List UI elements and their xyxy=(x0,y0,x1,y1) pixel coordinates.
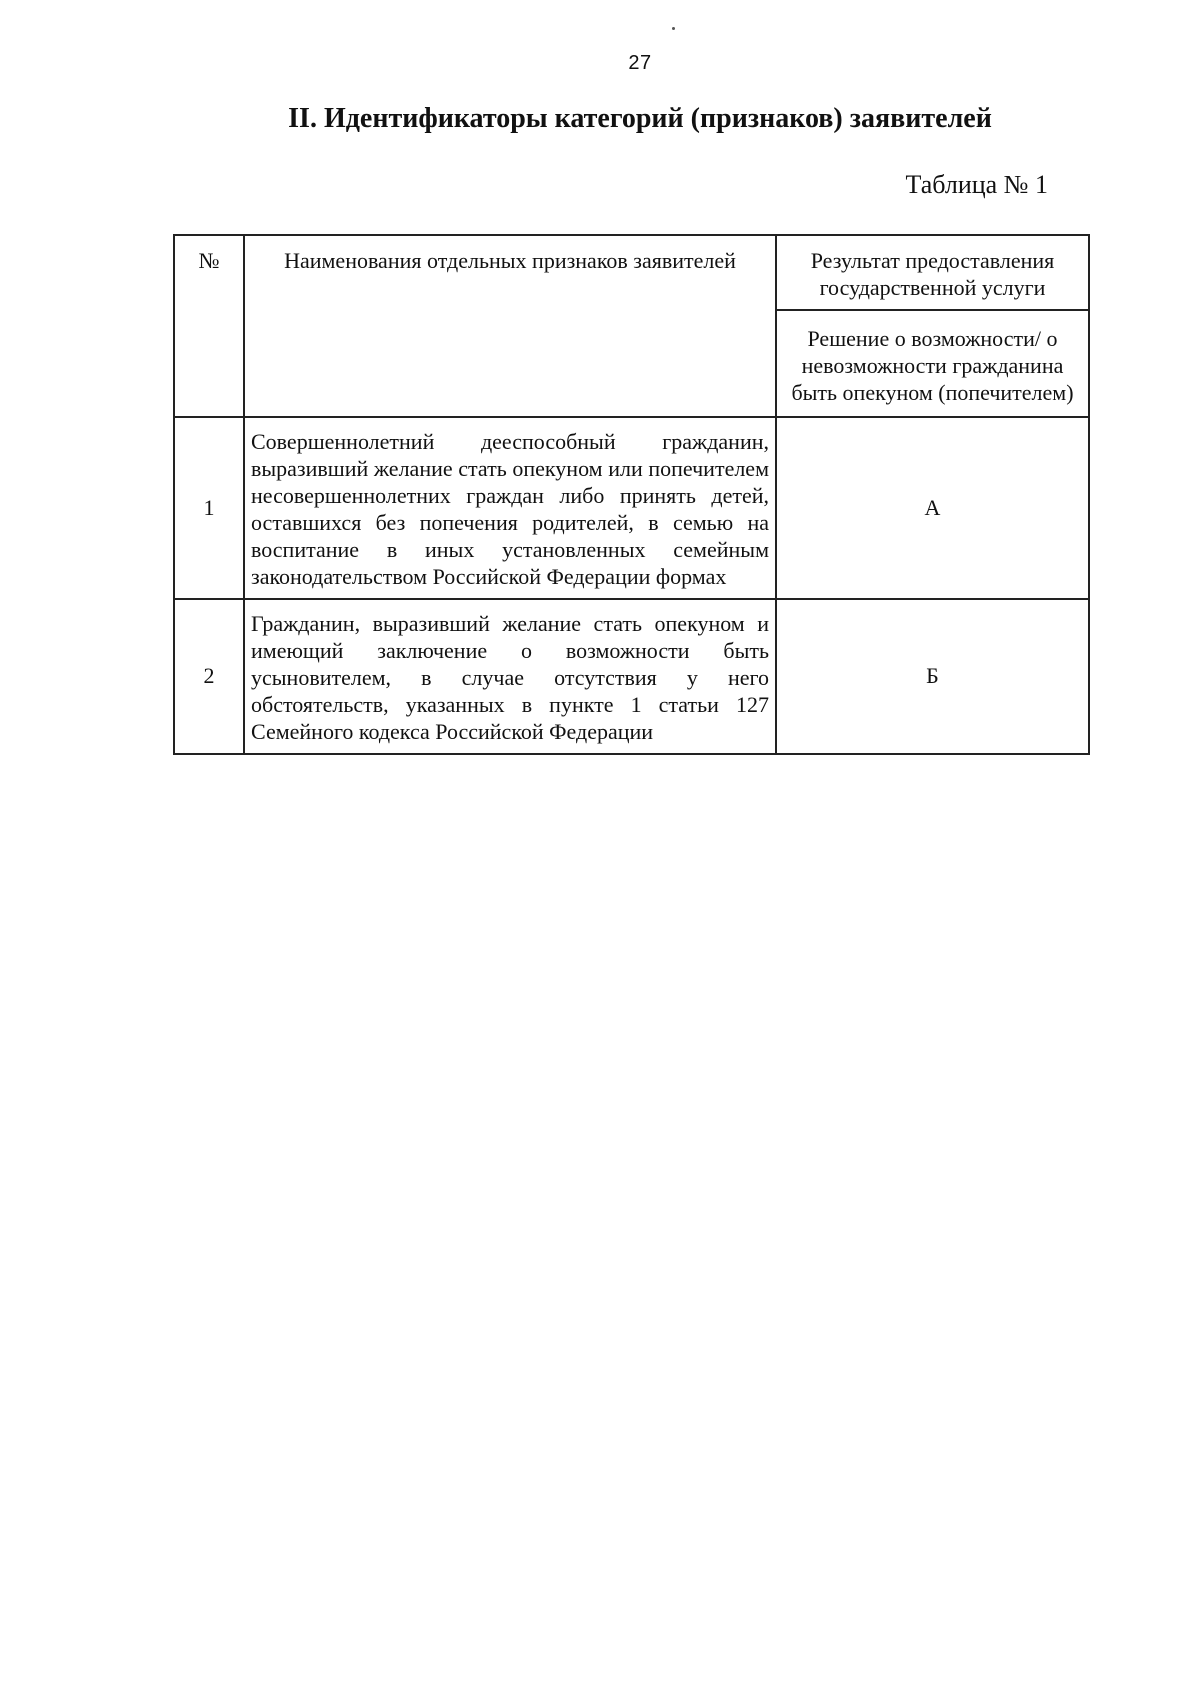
header-result-decision: Решение о возможности/ о невозможности гражданина быть опекуном (попечителем) xyxy=(776,310,1089,417)
row-number: 2 xyxy=(174,599,244,754)
row-number: 1 xyxy=(174,417,244,599)
row-description: Гражданин, выразивший желание стать опекуном и имеющий заключение о возможности быть усыновителем, в случае отсутствия у него обстоятельств, указанных в пункте 1 статьи 127 Семейного кодекса Российской Федерации xyxy=(244,599,776,754)
table-row xyxy=(174,599,1089,754)
applicant-categories-table xyxy=(173,234,1090,755)
table-caption: Таблица № 1 xyxy=(905,170,1048,199)
section-title: II. Идентификаторы категорий (признаков) заявителей xyxy=(288,103,992,134)
table-header-row xyxy=(174,235,1089,310)
row-result: А xyxy=(776,417,1089,599)
row-description: Совершеннолетний дееспособный гражданин, выразивший желание стать опекуном или попечителем несовершеннолетних граждан либо принять детей, оставшихся без попечения родителей, в семью на воспитание в иных установленных семейным законодательством Российской Федерации формах xyxy=(244,417,776,599)
header-name: Наименования отдельных признаков заявителей xyxy=(244,235,776,417)
header-result: Результат предоставления государственной услуги xyxy=(776,235,1089,310)
table-row xyxy=(174,417,1089,599)
header-number: № xyxy=(174,235,244,417)
page-number: 27 xyxy=(628,52,652,74)
scan-speck xyxy=(672,27,675,30)
row-result: Б xyxy=(776,599,1089,754)
